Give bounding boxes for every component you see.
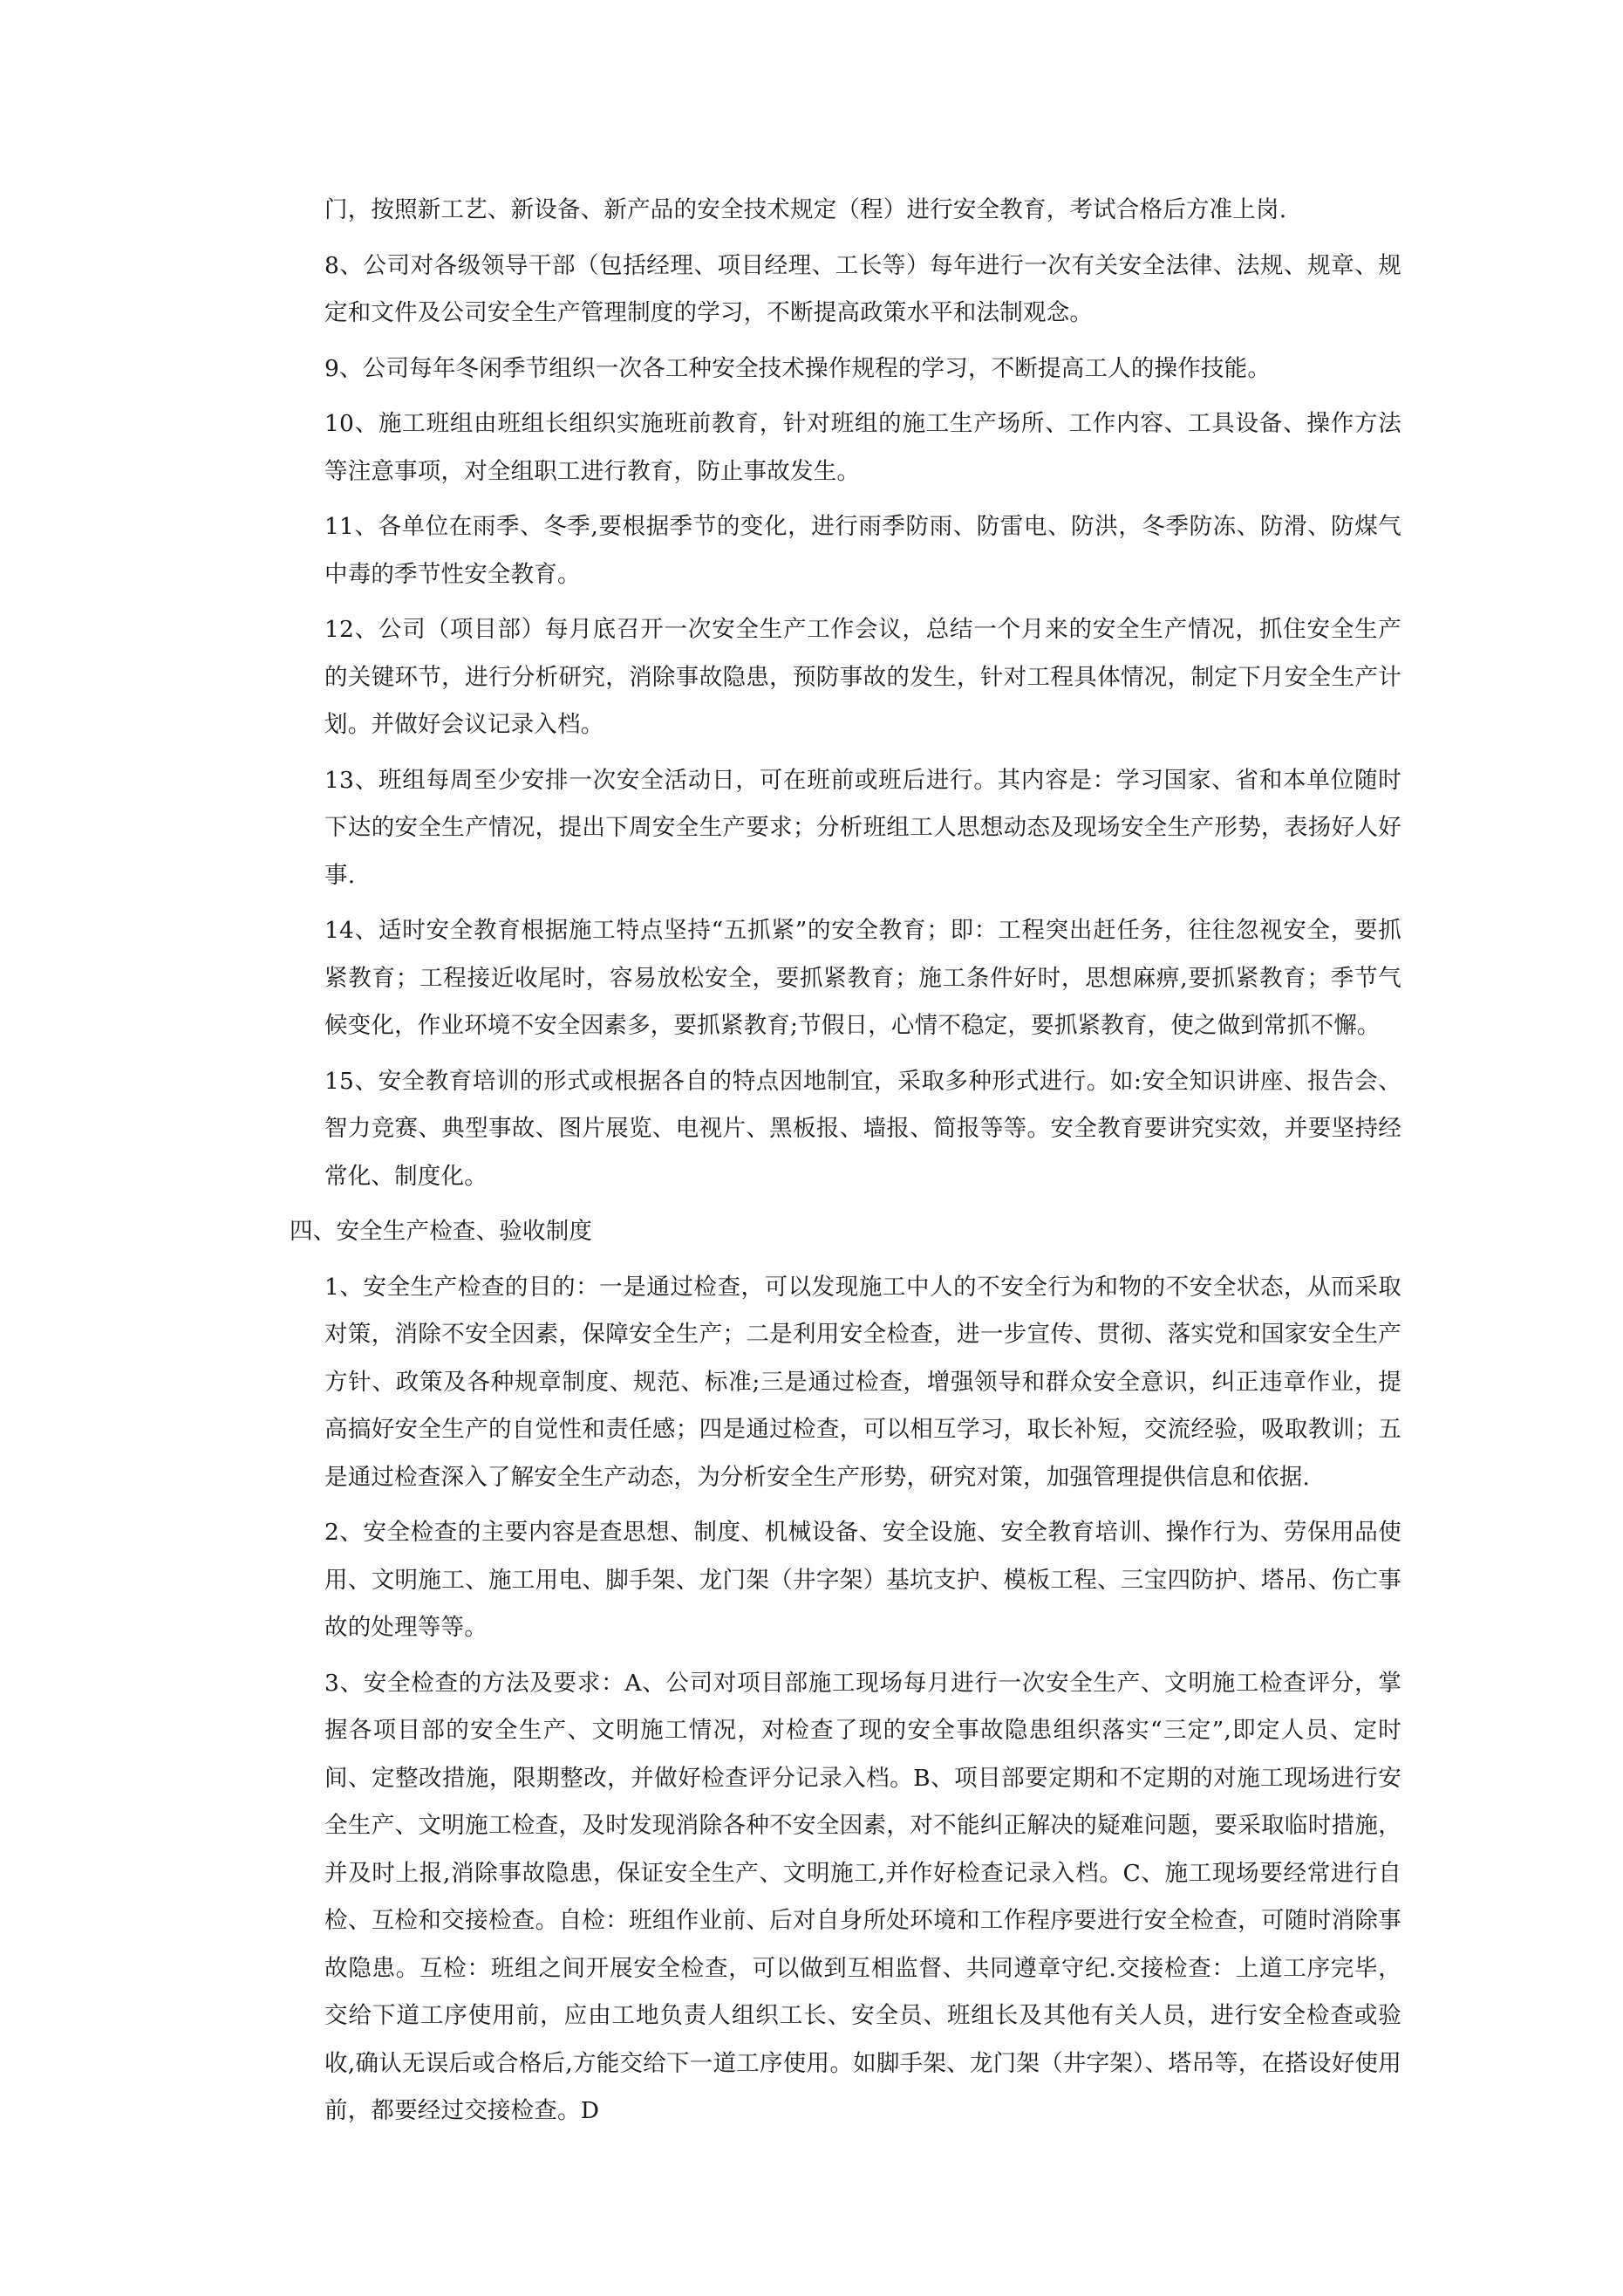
paragraph-item-10: 10、施工班组由班组长组织实施班前教育，针对班组的施工生产场所、工作内容、工具设备、操作方法等注意事项，对全组职工进行教育，防止事故发生。 [324, 410, 1401, 485]
paragraph-continuation: 门，按照新工艺、新设备、新产品的安全技术规定（程）进行安全教育，考试合格后方准上岗. [324, 196, 1287, 223]
section-paragraph-2: 2、安全检查的主要内容是查思想、制度、机械设备、安全设施、安全教育培训、操作行为、劳保用品使用、文明施工、施工用电、脚手架、龙门架（井字架）基坑支护、模板工程、三宝四防护、塔吊、伤亡事故的处理等等。 [324, 1519, 1401, 1641]
paragraph-item-9: 9、公司每年冬闲季节组织一次各工种安全技术操作规程的学习，不断提高工人的操作技能。 [324, 354, 1272, 382]
paragraph-item-14: 14、适时安全教育根据施工特点坚持“五抓紧”的安全教育；即：工程突出赶任务，往往忽视安全，要抓紧教育；工程接近收尾时，容易放松安全，要抓紧教育；施工条件好时，思想麻痹,要抓紧教育；季节气候变化，作业环境不安全因素多，要抓紧教育;节假日，心情不稳定，要抓紧教育，使之做到常抓不懈。 [324, 917, 1401, 1039]
paragraph-item-15: 15、安全教育培训的形式或根据各自的特点因地制宜，采取多种形式进行。如:安全知识讲座、报告会、智力竞赛、典型事故、图片展览、电视片、黑板报、墙报、简报等等。安全教育要讲究实效，并要坚持经常化、制度化。 [324, 1067, 1401, 1190]
paragraph-item-12: 12、公司（项目部）每月底召开一次安全生产工作会议，总结一个月来的安全生产情况，抓住安全生产的关键环节，进行分析研究，消除事故隐患，预防事故的发生，针对工程具体情况，制定下月安全生产计划。并做好会议记录入档。 [324, 616, 1401, 738]
paragraph-item-11: 11、各单位在雨季、冬季,要根据季节的变化，进行雨季防雨、防雷电、防洪，冬季防冻、防滑、防煤气中毒的季节性安全教育。 [324, 513, 1401, 588]
section-heading: 四、安全生产检查、验收制度 [290, 1218, 593, 1245]
section-paragraph-1: 1、安全生产检查的目的：一是通过检查，可以发现施工中人的不安全行为和物的不安全状态，从而采取对策，消除不安全因素，保障安全生产；二是利用安全检查，进一步宣传、贯彻、落实党和国家安全生产方针、政策及各种规章制度、规范、标准;三是通过检查，增强领导和群众安全意识，纠正违章作业，提高搞好安全生产的自觉性和责任感；四是通过检查，可以相互学习，取长补短，交流经验，吸取教训；五是通过检查深入了解安全生产动态，为分析安全生产形势，研究对策，加强管理提供信息和依据. [324, 1273, 1401, 1491]
paragraph-item-8: 8、公司对各级领导干部（包括经理、项目经理、工长等）每年进行一次有关安全法律、法规、规章、规定和文件及公司安全生产管理制度的学习，不断提高政策水平和法制观念。 [324, 251, 1401, 326]
section-paragraph-3: 3、安全检查的方法及要求：A、公司对项目部施工现场每月进行一次安全生产、文明施工检查评分，掌握各项目部的安全生产、文明施工情况，对检查了现的安全事故隐患组织落实“三定”,即定人员、定时间、定整改措施，限期整改，并做好检查评分记录入档。B、项目部要定期和不定期的对施工现场进行安全生产、文明施工检查，及时发现消除各种不安全因素，对不能纠正解决的疑难问题，要采取临时措施，并及时上报,消除事故隐患，保证安全生产、文明施工,并作好检查记录入档。C、施工现场要经常进行自检、互检和交接检查。自检：班组作业前、后对自身所处环境和工作程序要进行安全检查，可随时消除事故隐患。互检：班组之间开展安全检查，可以做到互相监督、共同遵章守纪.交接检查：上道工序完毕，交给下道工序使用前，应由工地负责人组织工长、安全员、班组长及其他有关人员，进行安全检查或验收,确认无误后或合格后,方能交给下一道工序使用。如脚手架、龙门架（井字架）、塔吊等，在搭设好使用前，都要经过交接检查。D [324, 1669, 1401, 2124]
paragraph-item-13: 13、班组每周至少安排一次安全活动日，可在班前或班后进行。其内容是：学习国家、省和本单位随时下达的安全生产情况，提出下周安全生产要求；分析班组工人思想动态及现场安全生产形势，表扬好人好事. [324, 766, 1401, 889]
document-body [290, 187, 1401, 2135]
